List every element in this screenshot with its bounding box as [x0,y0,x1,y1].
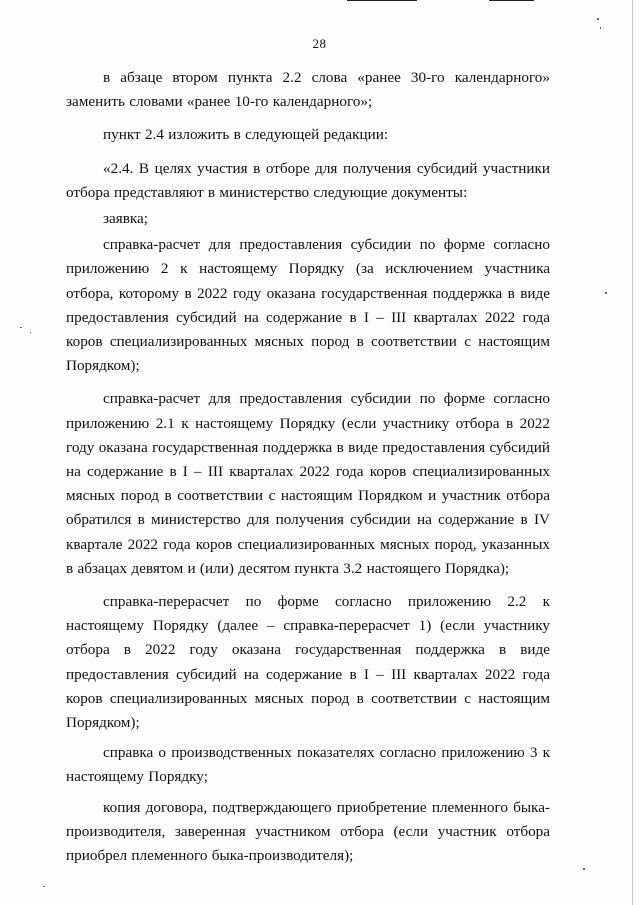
document-body [66,66,550,868]
paragraph: в абзаце втором пункта 2.2 слова «ранее 30-го календарного» заменить словами «ранее 10-го календарного»; [66,69,550,111]
page-number: 28 [312,36,327,51]
paragraph: заявка; [103,210,149,228]
scan-speck [605,292,607,294]
scan-speck [30,332,31,333]
paragraph: «2.4. В целях участия в отборе для получения субсидий участники отбора представляют в министерство следующие документы: [66,159,550,201]
scan-edge-mark [489,0,534,1]
scan-speck [597,18,599,20]
paragraph: справка-перерасчет по форме согласно приложению 2.2 к настоящему Порядку (далее – справка-перерасчет 1) (если участнику отбора в 2022 году оказана государственная поддержка в виде предоставления субсидий на содержание в I – III кварталах 2022 года коров специализированных мясных пород в соответствии с настоящим Порядком); [66,593,550,732]
paragraph: пункт 2.4 изложить в следующей редакции: [103,126,389,144]
scan-speck [43,886,45,887]
scan-speck [600,27,601,29]
scan-speck [20,327,22,328]
scan-edge-mark [347,0,417,1]
scan-speck [583,868,585,870]
paragraph: справка-расчет для предоставления субсидии по форме согласно приложению 2.1 к настоящему Порядку (если участнику отбора в 2022 году оказана государственная поддержка в виде предоставления субсидий на содержание в I – III кварталах 2022 года коров специализированных мясных пород в соответствии с настоящим Порядком и участник отбора обратился в министерство для получения субсидии на содержание в IV квартале 2022 года коров специализированных мясных пород, указанных в абзацах девятом и (или) десятом пункта 3.2 настоящего Порядка); [66,390,550,577]
scan-edge-mark [632,0,633,905]
paragraph: справка о производственных показателях согласно приложению 3 к настоящему Порядку; [66,744,550,786]
paragraph: копия договора, подтверждающего приобретение племенного быка-производителя, заверенная участником отбора (если участник отбора приобрел племенного быка-производителя); [66,798,550,865]
paragraph: справка-расчет для предоставления субсидии по форме согласно приложению 2 к настоящему Порядку (за исключением участника отбора, которому в 2022 году оказана государственная поддержка в виде предоставления субсидий на содержание в I – III кварталах 2022 года коров специализированных мясных пород в соответствии с настоящим Порядком); [66,236,550,375]
